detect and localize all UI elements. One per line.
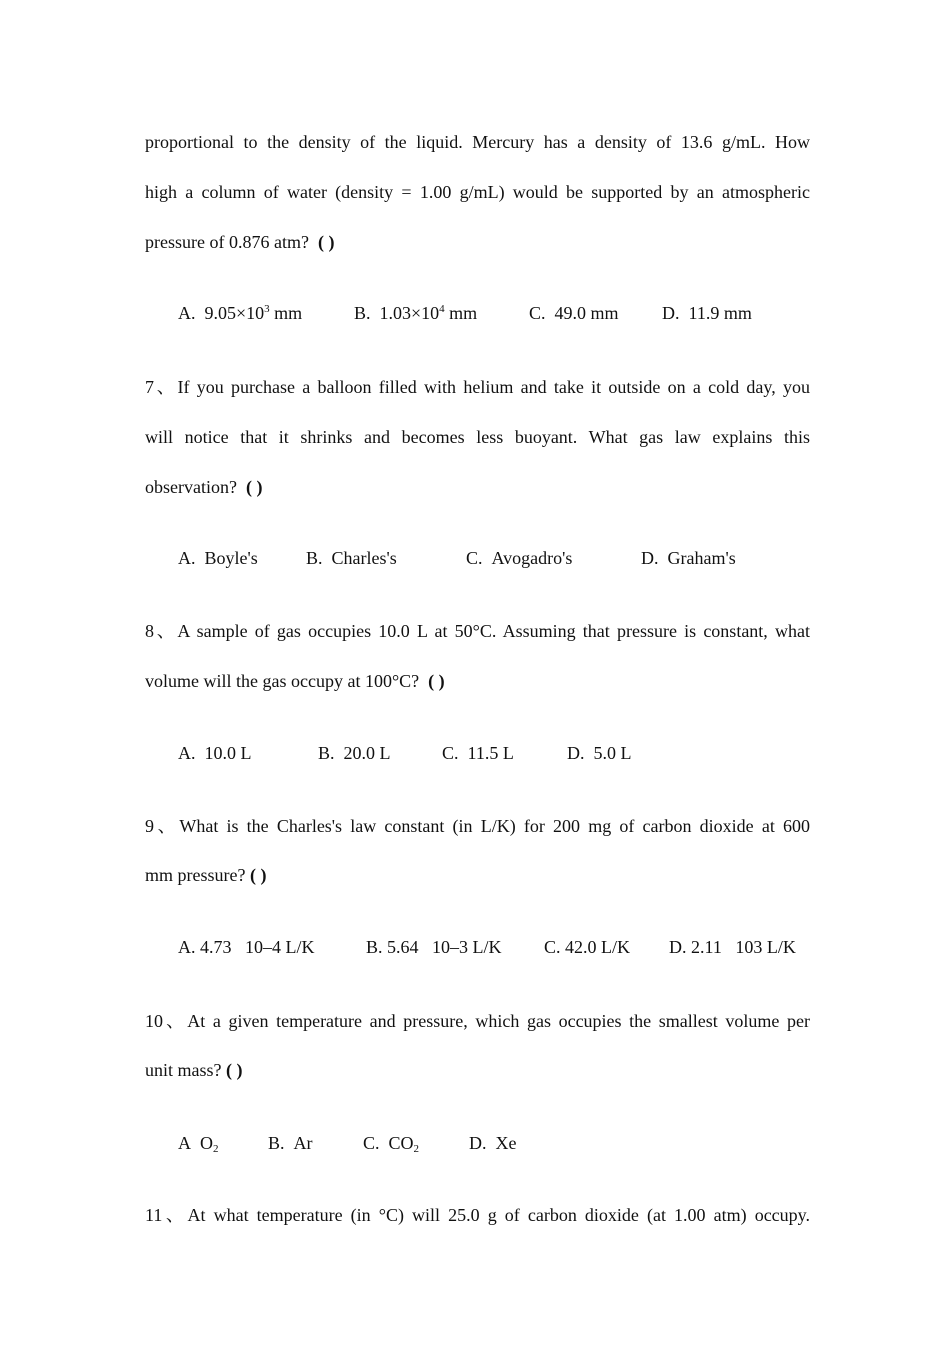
question-10-line-2 (145, 1059, 810, 1081)
question-9-line-1: 9、What is the Charles's law constant (in L/K) for 200 mg of carbon dioxide at 600 (145, 816, 810, 836)
option-c: C. 11.5 L (442, 743, 514, 763)
option-a: A. 4.73 10–4 L/K (178, 937, 315, 957)
option-d: D. Xe (469, 1133, 517, 1153)
option-b: B. $1.03\times 10^4$ mm (354, 303, 478, 323)
question-7-text: observation? (145, 477, 237, 497)
option-a: A. Boyle's (178, 548, 258, 568)
option-a: A $O_2$ (178, 1133, 219, 1155)
question-6-text: pressure of 0.876 atm? (145, 232, 309, 252)
question-7-line-1: 7、If you purchase a balloon filled with helium and take it outside on a cold day, you (145, 377, 810, 397)
option-c: C. Avogadro's (466, 548, 573, 568)
option-d: D. 11.9 mm (662, 303, 752, 323)
option-c: C. 49.0 mm (529, 303, 619, 323)
question-9-text: mm pressure? (145, 865, 246, 885)
answer-blank: ( ) (226, 1060, 243, 1080)
option-c: C. $CO_2$ (363, 1133, 420, 1155)
answer-blank: ( ) (317, 232, 335, 252)
option-a: A. 10.0 L (178, 743, 252, 763)
option-b: B. 20.0 L (318, 743, 391, 763)
question-6-line-1: proportional to the density of the liquid. Mercury has a density of 13.6 g/mL. How (145, 132, 810, 152)
question-8-text: volume will the gas occupy at 100°C? (145, 671, 420, 691)
question-9-line-2 (145, 864, 810, 886)
question-8-line-1: 8、A sample of gas occupies 10.0 L at 50°C. Assuming that pressure is constant, what (145, 621, 810, 641)
option-b: B. Ar (268, 1133, 313, 1153)
option-b: B. Charles's (306, 548, 397, 568)
question-7-line-3 (145, 476, 810, 498)
question-11-line-1: 11、At what temperature (in °C) will 25.0 g of carbon dioxide (at 1.00 atm) occupy. (145, 1205, 810, 1225)
answer-blank: ( ) (249, 865, 267, 885)
question-10-text: unit mass? (145, 1060, 222, 1080)
question-10-line-1: 10、At a given temperature and pressure, which gas occupies the smallest volume per (145, 1011, 810, 1031)
question-6-line-2: high a column of water (density = 1.00 g/mL) would be supported by an atmospheric (145, 182, 810, 202)
option-b: B. 5.64 10–3 L/K (366, 937, 502, 957)
option-d: D. Graham's (641, 548, 736, 568)
option-c: C. 42.0 L/K (544, 937, 631, 957)
question-7-line-2: will notice that it shrinks and becomes less buoyant. What gas law explains this (145, 427, 810, 447)
answer-blank: ( ) (245, 477, 263, 497)
question-6-line-3 (145, 231, 810, 253)
answer-blank: ( ) (428, 671, 445, 691)
option-d: D. 5.0 L (567, 743, 632, 763)
option-a: A. $9.05\times 10^3$ mm (178, 303, 303, 323)
option-d: D. 2.11 103 L/K (669, 937, 796, 957)
question-8-line-2 (145, 670, 810, 692)
